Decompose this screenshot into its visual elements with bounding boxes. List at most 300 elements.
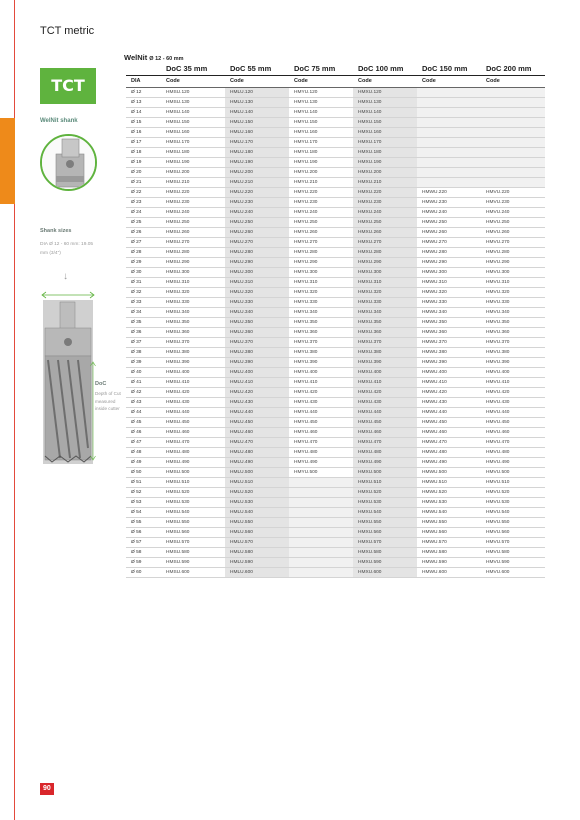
code-cell: HMXU.490	[353, 458, 417, 468]
empty-cell	[289, 488, 353, 498]
code-cell: HMVU.480	[481, 448, 545, 458]
empty-cell	[417, 168, 481, 178]
code-cell: HMSU.590	[161, 558, 225, 568]
code-cell: HMVU.440	[481, 408, 545, 418]
code-cell: HMYU.150	[289, 118, 353, 128]
tct-badge: TCT	[40, 68, 96, 104]
table-row	[126, 238, 545, 248]
code-cell: HMVU.600	[481, 568, 545, 578]
code-cell: HMLU.320	[225, 288, 289, 298]
empty-cell	[289, 568, 353, 578]
code-cell: HMSU.370	[161, 338, 225, 348]
table-row	[126, 218, 545, 228]
code-cell: HMLU.480	[225, 448, 289, 458]
code-cell: HMLU.380	[225, 348, 289, 358]
table-row	[126, 558, 545, 568]
code-cell: HMXU.190	[353, 158, 417, 168]
dia-cell: Ø 27	[126, 238, 161, 248]
code-cell: HMXU.310	[353, 278, 417, 288]
code-cell: HMVU.520	[481, 488, 545, 498]
code-cell: HMYU.250	[289, 218, 353, 228]
code-cell: HMWU.320	[417, 288, 481, 298]
empty-cell	[481, 118, 545, 128]
code-cell: HMWU.230	[417, 198, 481, 208]
code-cell: HMSU.180	[161, 148, 225, 158]
table-row	[126, 478, 545, 488]
code-cell: HMWU.340	[417, 308, 481, 318]
table-row	[126, 138, 545, 148]
dia-cell: Ø 16	[126, 128, 161, 138]
empty-cell	[481, 138, 545, 148]
empty-cell	[417, 118, 481, 128]
table-row	[126, 118, 545, 128]
code-cell: HMLU.310	[225, 278, 289, 288]
code-cell: HMVU.360	[481, 328, 545, 338]
code-cell: HMYU.240	[289, 208, 353, 218]
code-header-1: Code	[225, 76, 289, 88]
dia-cell: Ø 37	[126, 338, 161, 348]
dia-cell: Ø 45	[126, 418, 161, 428]
empty-cell	[289, 558, 353, 568]
code-cell: HMXU.360	[353, 328, 417, 338]
doc-header-row	[126, 63, 545, 76]
code-cell: HMYU.270	[289, 238, 353, 248]
code-cell: HMLU.570	[225, 538, 289, 548]
code-cell: HMLU.160	[225, 128, 289, 138]
empty-cell	[481, 108, 545, 118]
code-cell: HMYU.380	[289, 348, 353, 358]
code-cell: HMVU.430	[481, 398, 545, 408]
table-row	[126, 448, 545, 458]
table-row	[126, 208, 545, 218]
code-cell: HMVU.240	[481, 208, 545, 218]
code-cell: HMSU.200	[161, 168, 225, 178]
table-row	[126, 488, 545, 498]
code-cell: HMLU.250	[225, 218, 289, 228]
code-cell: HMYU.210	[289, 178, 353, 188]
page-number: 90	[40, 783, 54, 795]
code-cell: HMVU.350	[481, 318, 545, 328]
code-cell: HMLU.410	[225, 378, 289, 388]
doc-header-3: DoC 100 mm	[353, 63, 417, 76]
code-cell: HMLU.430	[225, 398, 289, 408]
code-cell: HMWU.360	[417, 328, 481, 338]
product-name: WelNit	[124, 53, 148, 62]
table-row	[126, 518, 545, 528]
code-cell: HMVU.510	[481, 478, 545, 488]
empty-cell	[417, 108, 481, 118]
dia-cell: Ø 35	[126, 318, 161, 328]
code-cell: HMSU.490	[161, 458, 225, 468]
table-row	[126, 258, 545, 268]
dia-cell: Ø 14	[126, 108, 161, 118]
code-cell: HMWU.500	[417, 468, 481, 478]
code-cell: HMLU.200	[225, 168, 289, 178]
code-cell: HMLU.460	[225, 428, 289, 438]
dia-cell: Ø 43	[126, 398, 161, 408]
dia-cell: Ø 39	[126, 358, 161, 368]
code-cell: HMSU.460	[161, 428, 225, 438]
code-cell: HMLU.590	[225, 558, 289, 568]
code-cell: HMSU.410	[161, 378, 225, 388]
code-cell: HMSU.170	[161, 138, 225, 148]
code-cell: HMSU.480	[161, 448, 225, 458]
empty-cell	[481, 88, 545, 98]
table-row	[126, 398, 545, 408]
code-cell: HMYU.140	[289, 108, 353, 118]
code-cell: HMWU.510	[417, 478, 481, 488]
code-cell: HMLU.150	[225, 118, 289, 128]
dia-cell: Ø 60	[126, 568, 161, 578]
dia-cell: Ø 13	[126, 98, 161, 108]
code-header-4: Code	[417, 76, 481, 88]
doc-header-0: DoC 35 mm	[161, 63, 225, 76]
code-cell: HMYU.500	[289, 468, 353, 478]
dia-cell: Ø 19	[126, 158, 161, 168]
code-cell: HMWU.350	[417, 318, 481, 328]
code-cell: HMSU.540	[161, 508, 225, 518]
code-cell: HMXU.350	[353, 318, 417, 328]
empty-cell	[417, 148, 481, 158]
code-cell: HMVU.490	[481, 458, 545, 468]
empty-cell	[289, 518, 353, 528]
empty-cell	[289, 538, 353, 548]
table-row	[126, 338, 545, 348]
empty-cell	[481, 128, 545, 138]
code-cell: HMYU.320	[289, 288, 353, 298]
code-cell: HMWU.400	[417, 368, 481, 378]
dia-cell: Ø 38	[126, 348, 161, 358]
code-cell: HMVU.470	[481, 438, 545, 448]
table-row	[126, 568, 545, 578]
dia-header: DIA	[126, 76, 161, 88]
code-cell: HMWU.470	[417, 438, 481, 448]
code-cell: HMWU.220	[417, 188, 481, 198]
dia-cell: Ø 29	[126, 258, 161, 268]
code-cell: HMVU.560	[481, 528, 545, 538]
code-cell: HMSU.260	[161, 228, 225, 238]
dia-cell: Ø 57	[126, 538, 161, 548]
code-cell: HMSU.470	[161, 438, 225, 448]
down-arrow-icon: ↓	[63, 271, 68, 282]
dia-cell: Ø 40	[126, 368, 161, 378]
code-cell: HMXU.380	[353, 348, 417, 358]
code-cell: HMSU.350	[161, 318, 225, 328]
dia-cell: Ø 50	[126, 468, 161, 478]
code-cell: HMYU.490	[289, 458, 353, 468]
code-cell: HMYU.160	[289, 128, 353, 138]
code-cell: HMXU.140	[353, 108, 417, 118]
code-cell: HMYU.470	[289, 438, 353, 448]
code-cell: HMVU.330	[481, 298, 545, 308]
code-cell: HMSU.520	[161, 488, 225, 498]
empty-cell	[289, 498, 353, 508]
code-cell: HMYU.350	[289, 318, 353, 328]
code-cell: HMXU.390	[353, 358, 417, 368]
code-cell: HMSU.320	[161, 288, 225, 298]
dia-cell: Ø 56	[126, 528, 161, 538]
code-cell: HMYU.190	[289, 158, 353, 168]
code-cell: HMSU.290	[161, 258, 225, 268]
doc-header-1: DoC 55 mm	[225, 63, 289, 76]
code-table-body	[126, 88, 545, 578]
code-cell: HMVU.540	[481, 508, 545, 518]
code-cell: HMWU.270	[417, 238, 481, 248]
code-cell: HMSU.500	[161, 468, 225, 478]
code-cell: HMLU.210	[225, 178, 289, 188]
table-row	[126, 468, 545, 478]
table-row	[126, 458, 545, 468]
code-cell: HMYU.290	[289, 258, 353, 268]
code-cell: HMYU.180	[289, 148, 353, 158]
code-cell: HMLU.530	[225, 498, 289, 508]
code-cell: HMVU.230	[481, 198, 545, 208]
code-cell: HMWU.460	[417, 428, 481, 438]
code-header-2: Code	[289, 76, 353, 88]
code-cell: HMXU.270	[353, 238, 417, 248]
dia-cell: Ø 46	[126, 428, 161, 438]
table-row	[126, 408, 545, 418]
dia-cell: Ø 44	[126, 408, 161, 418]
empty-cell	[417, 158, 481, 168]
code-cell: HMWU.300	[417, 268, 481, 278]
code-cell: HMWU.240	[417, 208, 481, 218]
dia-cell: Ø 54	[126, 508, 161, 518]
code-cell: HMSU.240	[161, 208, 225, 218]
code-cell: HMSU.310	[161, 278, 225, 288]
code-cell: HMLU.470	[225, 438, 289, 448]
table-row	[126, 158, 545, 168]
code-cell: HMWU.540	[417, 508, 481, 518]
dia-cell: Ø 52	[126, 488, 161, 498]
empty-cell	[289, 548, 353, 558]
code-cell: HMLU.260	[225, 228, 289, 238]
doc-header-4: DoC 150 mm	[417, 63, 481, 76]
code-cell: HMXU.540	[353, 508, 417, 518]
dia-cell: Ø 42	[126, 388, 161, 398]
empty-cell	[289, 528, 353, 538]
code-cell: HMVU.370	[481, 338, 545, 348]
code-cell: HMXU.470	[353, 438, 417, 448]
dia-cell: Ø 12	[126, 88, 161, 98]
code-cell: HMVU.290	[481, 258, 545, 268]
code-cell: HMWU.410	[417, 378, 481, 388]
code-cell: HMSU.390	[161, 358, 225, 368]
code-cell: HMXU.150	[353, 118, 417, 128]
code-cell: HMYU.170	[289, 138, 353, 148]
code-header-row	[126, 76, 545, 88]
code-cell: HMWU.490	[417, 458, 481, 468]
dia-cell: Ø 21	[126, 178, 161, 188]
code-cell: HMSU.220	[161, 188, 225, 198]
code-cell: HMLU.300	[225, 268, 289, 278]
table-row	[126, 348, 545, 358]
code-cell: HMYU.410	[289, 378, 353, 388]
code-cell: HMWU.260	[417, 228, 481, 238]
code-cell: HMLU.180	[225, 148, 289, 158]
empty-cell	[417, 178, 481, 188]
shank-image	[40, 134, 97, 191]
table-row	[126, 288, 545, 298]
code-cell: HMSU.400	[161, 368, 225, 378]
table-row	[126, 498, 545, 508]
table-row	[126, 548, 545, 558]
code-cell: HMXU.520	[353, 488, 417, 498]
code-cell: HMSU.580	[161, 548, 225, 558]
code-cell: HMXU.160	[353, 128, 417, 138]
section-tab	[0, 118, 15, 204]
doc-legend-desc: Depth of Cut measured inside cutter	[95, 391, 121, 411]
code-cell: HMWU.330	[417, 298, 481, 308]
table-row	[126, 318, 545, 328]
code-cell: HMWU.250	[417, 218, 481, 228]
empty-cell	[289, 508, 353, 518]
code-cell: HMSU.450	[161, 418, 225, 428]
dia-cell: Ø 23	[126, 198, 161, 208]
dia-cell: Ø 24	[126, 208, 161, 218]
code-cell: HMLU.400	[225, 368, 289, 378]
code-cell: HMWU.560	[417, 528, 481, 538]
shank-label: WelNit shank	[40, 118, 78, 124]
code-cell: HMLU.120	[225, 88, 289, 98]
table-row	[126, 278, 545, 288]
dia-cell: Ø 20	[126, 168, 161, 178]
code-cell: HMXU.120	[353, 88, 417, 98]
code-cell: HMYU.200	[289, 168, 353, 178]
dia-cell: Ø 49	[126, 458, 161, 468]
table-row	[126, 298, 545, 308]
code-cell: HMYU.300	[289, 268, 353, 278]
code-cell: HMSU.570	[161, 538, 225, 548]
code-cell: HMLU.360	[225, 328, 289, 338]
code-cell: HMVU.270	[481, 238, 545, 248]
code-cell: HMYU.130	[289, 98, 353, 108]
table-row	[126, 128, 545, 138]
code-cell: HMYU.450	[289, 418, 353, 428]
shank-sizes-title: Shank sizes	[40, 228, 72, 234]
code-cell: HMXU.500	[353, 468, 417, 478]
code-cell: HMVU.580	[481, 548, 545, 558]
code-cell: HMSU.120	[161, 88, 225, 98]
code-cell: HMVU.300	[481, 268, 545, 278]
code-cell: HMVU.590	[481, 558, 545, 568]
code-cell: HMWU.380	[417, 348, 481, 358]
code-cell: HMLU.420	[225, 388, 289, 398]
dia-cell: Ø 58	[126, 548, 161, 558]
code-cell: HMSU.270	[161, 238, 225, 248]
code-cell: HMXU.340	[353, 308, 417, 318]
code-cell: HMXU.590	[353, 558, 417, 568]
code-cell: HMXU.450	[353, 418, 417, 428]
table-row	[126, 178, 545, 188]
code-cell: HMXU.210	[353, 178, 417, 188]
page-title: TCT metric	[40, 25, 95, 37]
table-row	[126, 308, 545, 318]
code-cell: HMXU.570	[353, 538, 417, 548]
code-cell: HMLU.270	[225, 238, 289, 248]
code-cell: HMSU.140	[161, 108, 225, 118]
code-cell: HMXU.300	[353, 268, 417, 278]
code-cell: HMXU.130	[353, 98, 417, 108]
code-cell: HMXU.410	[353, 378, 417, 388]
code-cell: HMXU.290	[353, 258, 417, 268]
code-cell: HMVU.260	[481, 228, 545, 238]
code-table	[126, 63, 545, 578]
code-cell: HMYU.310	[289, 278, 353, 288]
code-cell: HMVU.310	[481, 278, 545, 288]
code-cell: HMLU.170	[225, 138, 289, 148]
code-cell: HMYU.280	[289, 248, 353, 258]
empty-cell	[289, 478, 353, 488]
table-row	[126, 268, 545, 278]
cutter-image	[40, 298, 96, 468]
code-cell: HMYU.340	[289, 308, 353, 318]
table-row	[126, 168, 545, 178]
code-cell: HMSU.280	[161, 248, 225, 258]
code-cell: HMLU.600	[225, 568, 289, 578]
code-cell: HMWU.550	[417, 518, 481, 528]
table-row	[126, 378, 545, 388]
code-cell: HMXU.240	[353, 208, 417, 218]
code-cell: HMSU.210	[161, 178, 225, 188]
code-cell: HMVU.550	[481, 518, 545, 528]
code-cell: HMYU.390	[289, 358, 353, 368]
code-cell: HMVU.220	[481, 188, 545, 198]
code-cell: HMYU.120	[289, 88, 353, 98]
doc-legend	[95, 381, 127, 413]
dia-cell: Ø 59	[126, 558, 161, 568]
dia-cell: Ø 34	[126, 308, 161, 318]
code-cell: HMYU.230	[289, 198, 353, 208]
code-cell: HMVU.420	[481, 388, 545, 398]
dia-cell: Ø 53	[126, 498, 161, 508]
code-cell: HMVU.460	[481, 428, 545, 438]
table-row	[126, 188, 545, 198]
code-cell: HMLU.450	[225, 418, 289, 428]
empty-cell	[481, 158, 545, 168]
empty-cell	[481, 178, 545, 188]
code-cell: HMXU.250	[353, 218, 417, 228]
code-cell: HMXU.180	[353, 148, 417, 158]
table-row	[126, 328, 545, 338]
code-cell: HMVU.380	[481, 348, 545, 358]
empty-cell	[417, 138, 481, 148]
product-heading	[124, 53, 184, 62]
table-row	[126, 368, 545, 378]
table-row	[126, 428, 545, 438]
code-cell: HMYU.430	[289, 398, 353, 408]
code-cell: HMSU.150	[161, 118, 225, 128]
code-cell: HMXU.280	[353, 248, 417, 258]
dia-cell: Ø 25	[126, 218, 161, 228]
code-cell: HMWU.520	[417, 488, 481, 498]
code-cell: HMSU.510	[161, 478, 225, 488]
code-cell: HMSU.560	[161, 528, 225, 538]
code-cell: HMLU.350	[225, 318, 289, 328]
empty-cell	[417, 98, 481, 108]
code-cell: HMSU.250	[161, 218, 225, 228]
code-cell: HMLU.440	[225, 408, 289, 418]
code-cell: HMYU.440	[289, 408, 353, 418]
dia-cell: Ø 15	[126, 118, 161, 128]
dia-cell: Ø 55	[126, 518, 161, 528]
code-cell: HMLU.510	[225, 478, 289, 488]
code-cell: HMLU.130	[225, 98, 289, 108]
dia-cell: Ø 48	[126, 448, 161, 458]
code-header-3: Code	[353, 76, 417, 88]
code-cell: HMLU.540	[225, 508, 289, 518]
code-cell: HMSU.530	[161, 498, 225, 508]
